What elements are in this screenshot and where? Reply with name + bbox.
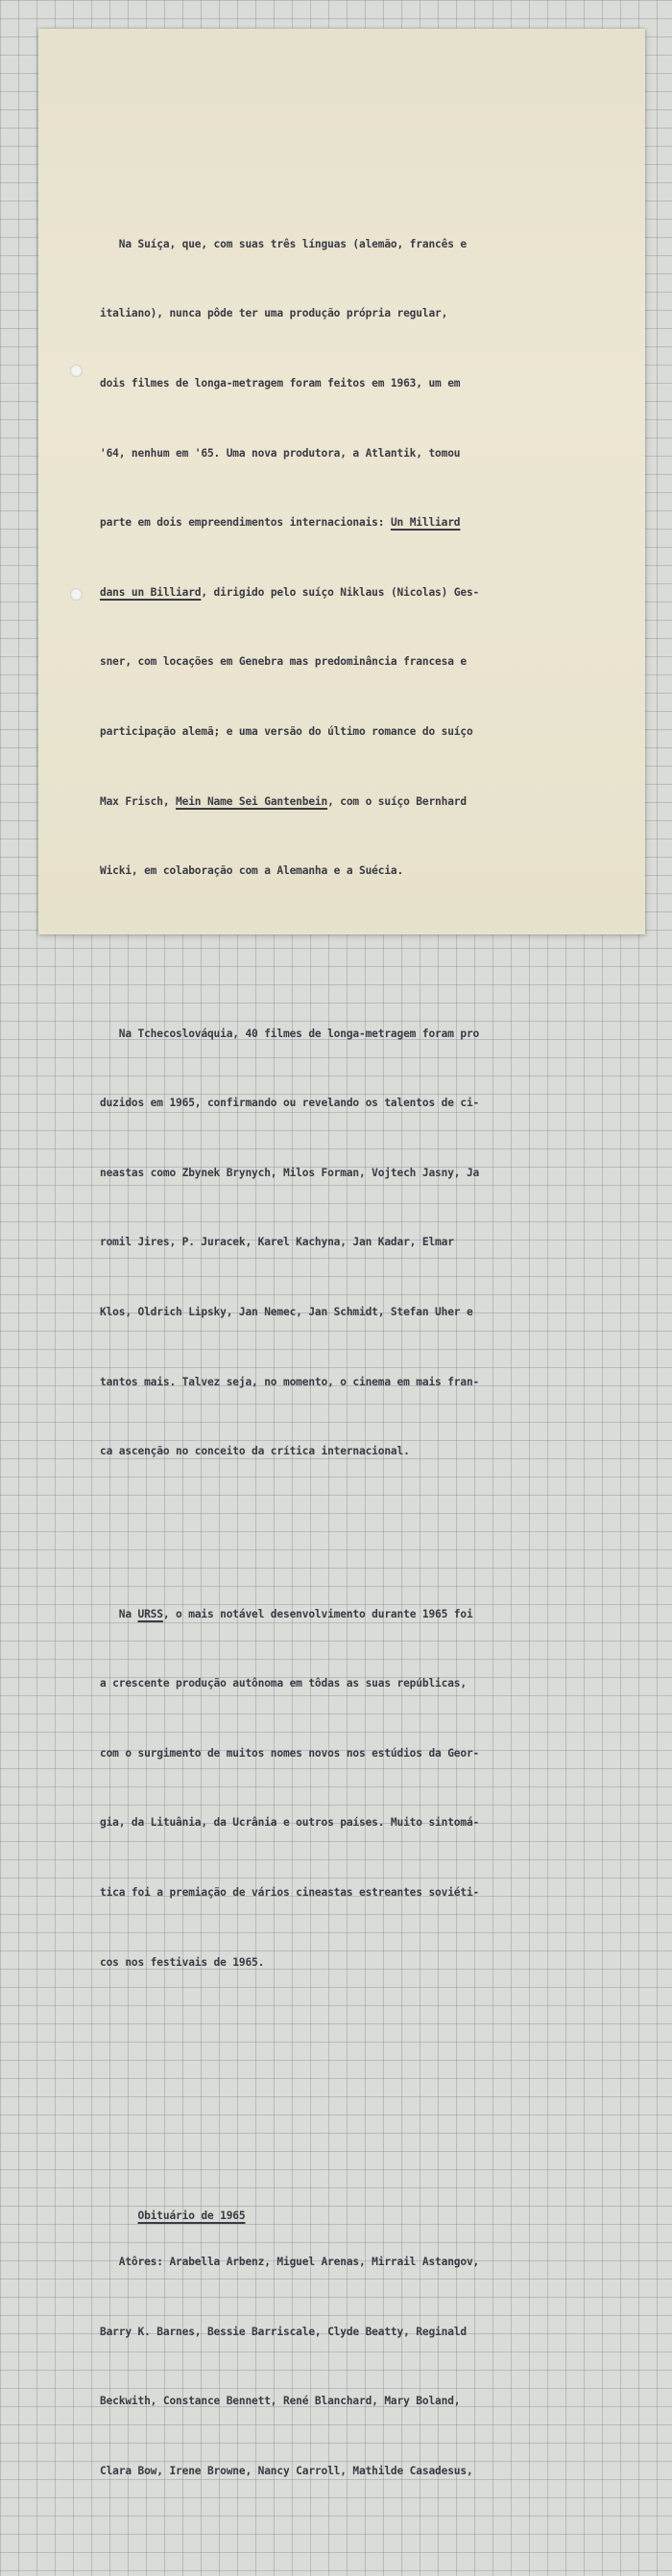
page-text [100, 140, 541, 2576]
text-line: Clara Bow, Irene Browne, Nancy Carroll, Mathilde Casadesus, [100, 2464, 473, 2477]
text-line: Barry K. Barnes, Bessie Barriscale, Clyde Beatty, Reginald [100, 2325, 467, 2338]
punch-hole [70, 588, 83, 601]
text-line: participação alemã; e uma versão do último romance do suíço [100, 724, 473, 738]
text-line: Beckwith, Constance Bennett, René Blanchard, Mary Boland, [100, 2395, 461, 2408]
paragraph-urss [100, 1556, 541, 2021]
text-line: Na Tchecoslováquia, 40 filmes de longa-metragem foram pro [100, 1027, 480, 1040]
text-line: Max Frisch, Mein Name Sei Gantenbein, com o suíço Bernhard [100, 794, 467, 808]
typewritten-page [38, 29, 645, 2477]
text-line: Atôres: Arabella Arbenz, Miguel Arenas, Mirrail Astangov, [100, 2255, 480, 2268]
text-line: tantos mais. Talvez seja, no momento, o cinema em mais fran- [100, 1375, 480, 1388]
text-line: cos nos festivais de 1965. [100, 1955, 265, 1969]
text-line: parte em dois empreendimentos internacionais: Un Milliard [100, 516, 461, 530]
paragraph-tchecoslovaquia [100, 976, 541, 1510]
text-line: Wicki, em colaboração com a Alemanha e a Suécia. [100, 864, 404, 878]
text-line: Na Suíça, que, com suas três línguas (alemão, francês e [100, 237, 467, 250]
obituary-heading: Obituário de 1965 [137, 2209, 246, 2222]
text-line: com o surgimento de muitos nomes novos nos estúdios da Geor- [100, 1746, 480, 1760]
text-line: sner, com locações em Genebra mas predominância francesa e [100, 655, 467, 669]
text-line: dois filmes de longa-metragem foram feitos em 1963, um em [100, 377, 461, 390]
text-line: duzidos em 1965, confirmando ou revelando os talentos de ci- [100, 1097, 480, 1110]
text-line: gia, da Lituânia, da Ucrânia e outros países. Muito sintomá- [100, 1816, 480, 1830]
text-line: ca ascenção no conceito da crítica internacional. [100, 1445, 410, 1458]
underlined-title: dans un Billiard [100, 585, 202, 599]
paragraph-suica [100, 186, 541, 929]
text-line: neastas como Zbynek Brynych, Milos Forman, Vojtech Jasny, Ja [100, 1166, 480, 1179]
text-line: dans un Billiard, dirigido pelo suíço Niklaus (Nicolas) Ges- [100, 585, 480, 599]
spacer [100, 2091, 541, 2112]
punch-hole [70, 365, 83, 377]
underlined-title: Un Milliard [390, 516, 461, 530]
text-line: tica foi a premiação de vários cineastas estreantes soviéti- [100, 1885, 480, 1899]
obituary-section [100, 2181, 541, 2529]
underlined-title: Mein Name Sei Gantenbein [176, 794, 328, 808]
text-line: Klos, Oldrich Lipsky, Jan Nemec, Jan Schmidt, Stefan Uher e [100, 1305, 473, 1318]
text-line: '64, nenhum em '65. Uma nova produtora, a Atlantik, tomou [100, 446, 461, 460]
underlined-title: URSS [137, 1607, 163, 1620]
text-line: a crescente produção autônoma em tôdas as suas repúblicas, [100, 1677, 467, 1690]
text-line: Na URSS, o mais notável desenvolvimento durante 1965 foi [100, 1607, 473, 1620]
text-line: italiano), nunca pôde ter uma produção própria regular, [100, 307, 448, 320]
text-line: romil Jires, P. Juracek, Karel Kachyna, Jan Kadar, Elmar [100, 1236, 454, 1249]
